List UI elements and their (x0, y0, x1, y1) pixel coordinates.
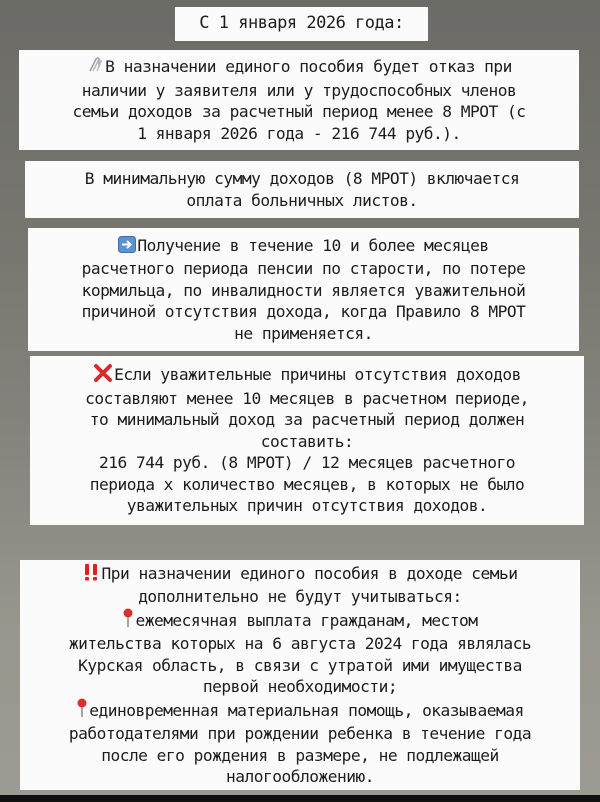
block-line: причиной отсутствия дохода, когда Правило 8 МРОТ (81, 302, 526, 322)
block-line: наличии у заявителя или у трудоспособных членов (81, 80, 517, 100)
block-line: ежемесячная выплата гражданам, местом (135, 610, 478, 630)
block-line: дополнительно не будут учитываться: (138, 587, 462, 606)
double-exclamation-icon (82, 563, 100, 587)
block-line: налогообложению. (226, 767, 374, 786)
paperclip-icon (86, 56, 104, 80)
block-line: В минимальную сумму доходов (8 МРОТ) включается (84, 169, 520, 188)
block-line: расчетного периода пенсии по старости, по потере (81, 259, 526, 279)
block-line: оплата больничных листов. (186, 190, 418, 210)
sick-leave-block (25, 161, 579, 218)
block-line: единовременная материальная помощь, оказываемая (89, 700, 524, 720)
block-line: Получение в течение 10 и более месяцев (137, 235, 489, 255)
title-box (175, 7, 428, 41)
pushpin-icon (122, 608, 134, 634)
minimum-income-block (30, 356, 584, 525)
block-line: семьи доходов за расчетный период менее 8 МРОТ (с (72, 102, 526, 121)
block-line: уважительных причин отсутствия доходов. (126, 496, 488, 516)
block-line: периода х количество месяцев, в которых не было (89, 474, 525, 494)
block-line: не применяется. (234, 323, 373, 343)
block-line: то минимальный доход за расчетный период должен (89, 410, 525, 430)
block-line: после его рождения в размере, не подлежащей (101, 745, 499, 765)
block-line: составить: (260, 431, 354, 451)
block-line: Курская область, в связи с утратой ими имущества (78, 655, 522, 675)
bottom-strip (0, 795, 600, 802)
excluded-income-block (20, 560, 580, 790)
cross-mark-icon (93, 364, 113, 388)
block-line: жительства которых на 6 августа 2024 года являлась (68, 634, 532, 653)
pension-block (28, 228, 579, 351)
block-line: кормильца, по инвалидности является уважительной (81, 280, 526, 300)
block-line: В назначении единого пособия будет отказ при (105, 57, 512, 76)
block-line: работодателями при рождении ребенка в течение года (68, 724, 532, 743)
block-line: 216 744 руб. (8 МРОТ) / 12 месяцев расчетного (98, 453, 516, 473)
refusal-block (19, 50, 579, 150)
right-arrow-icon (118, 236, 136, 259)
page-title: С 1 января 2026 года: (199, 13, 404, 34)
block-line: 1 января 2026 года - 216 744 руб.). (137, 123, 461, 143)
pushpin-icon (76, 698, 88, 724)
block-line: Если уважительные причины отсутствия доходов (114, 365, 521, 385)
block-line: При назначении единого пособия в доходе семьи (101, 563, 518, 583)
block-line: составляют менее 10 месяцев в расчетном периоде, (85, 388, 529, 408)
block-line: первой необходимости; (202, 677, 398, 696)
